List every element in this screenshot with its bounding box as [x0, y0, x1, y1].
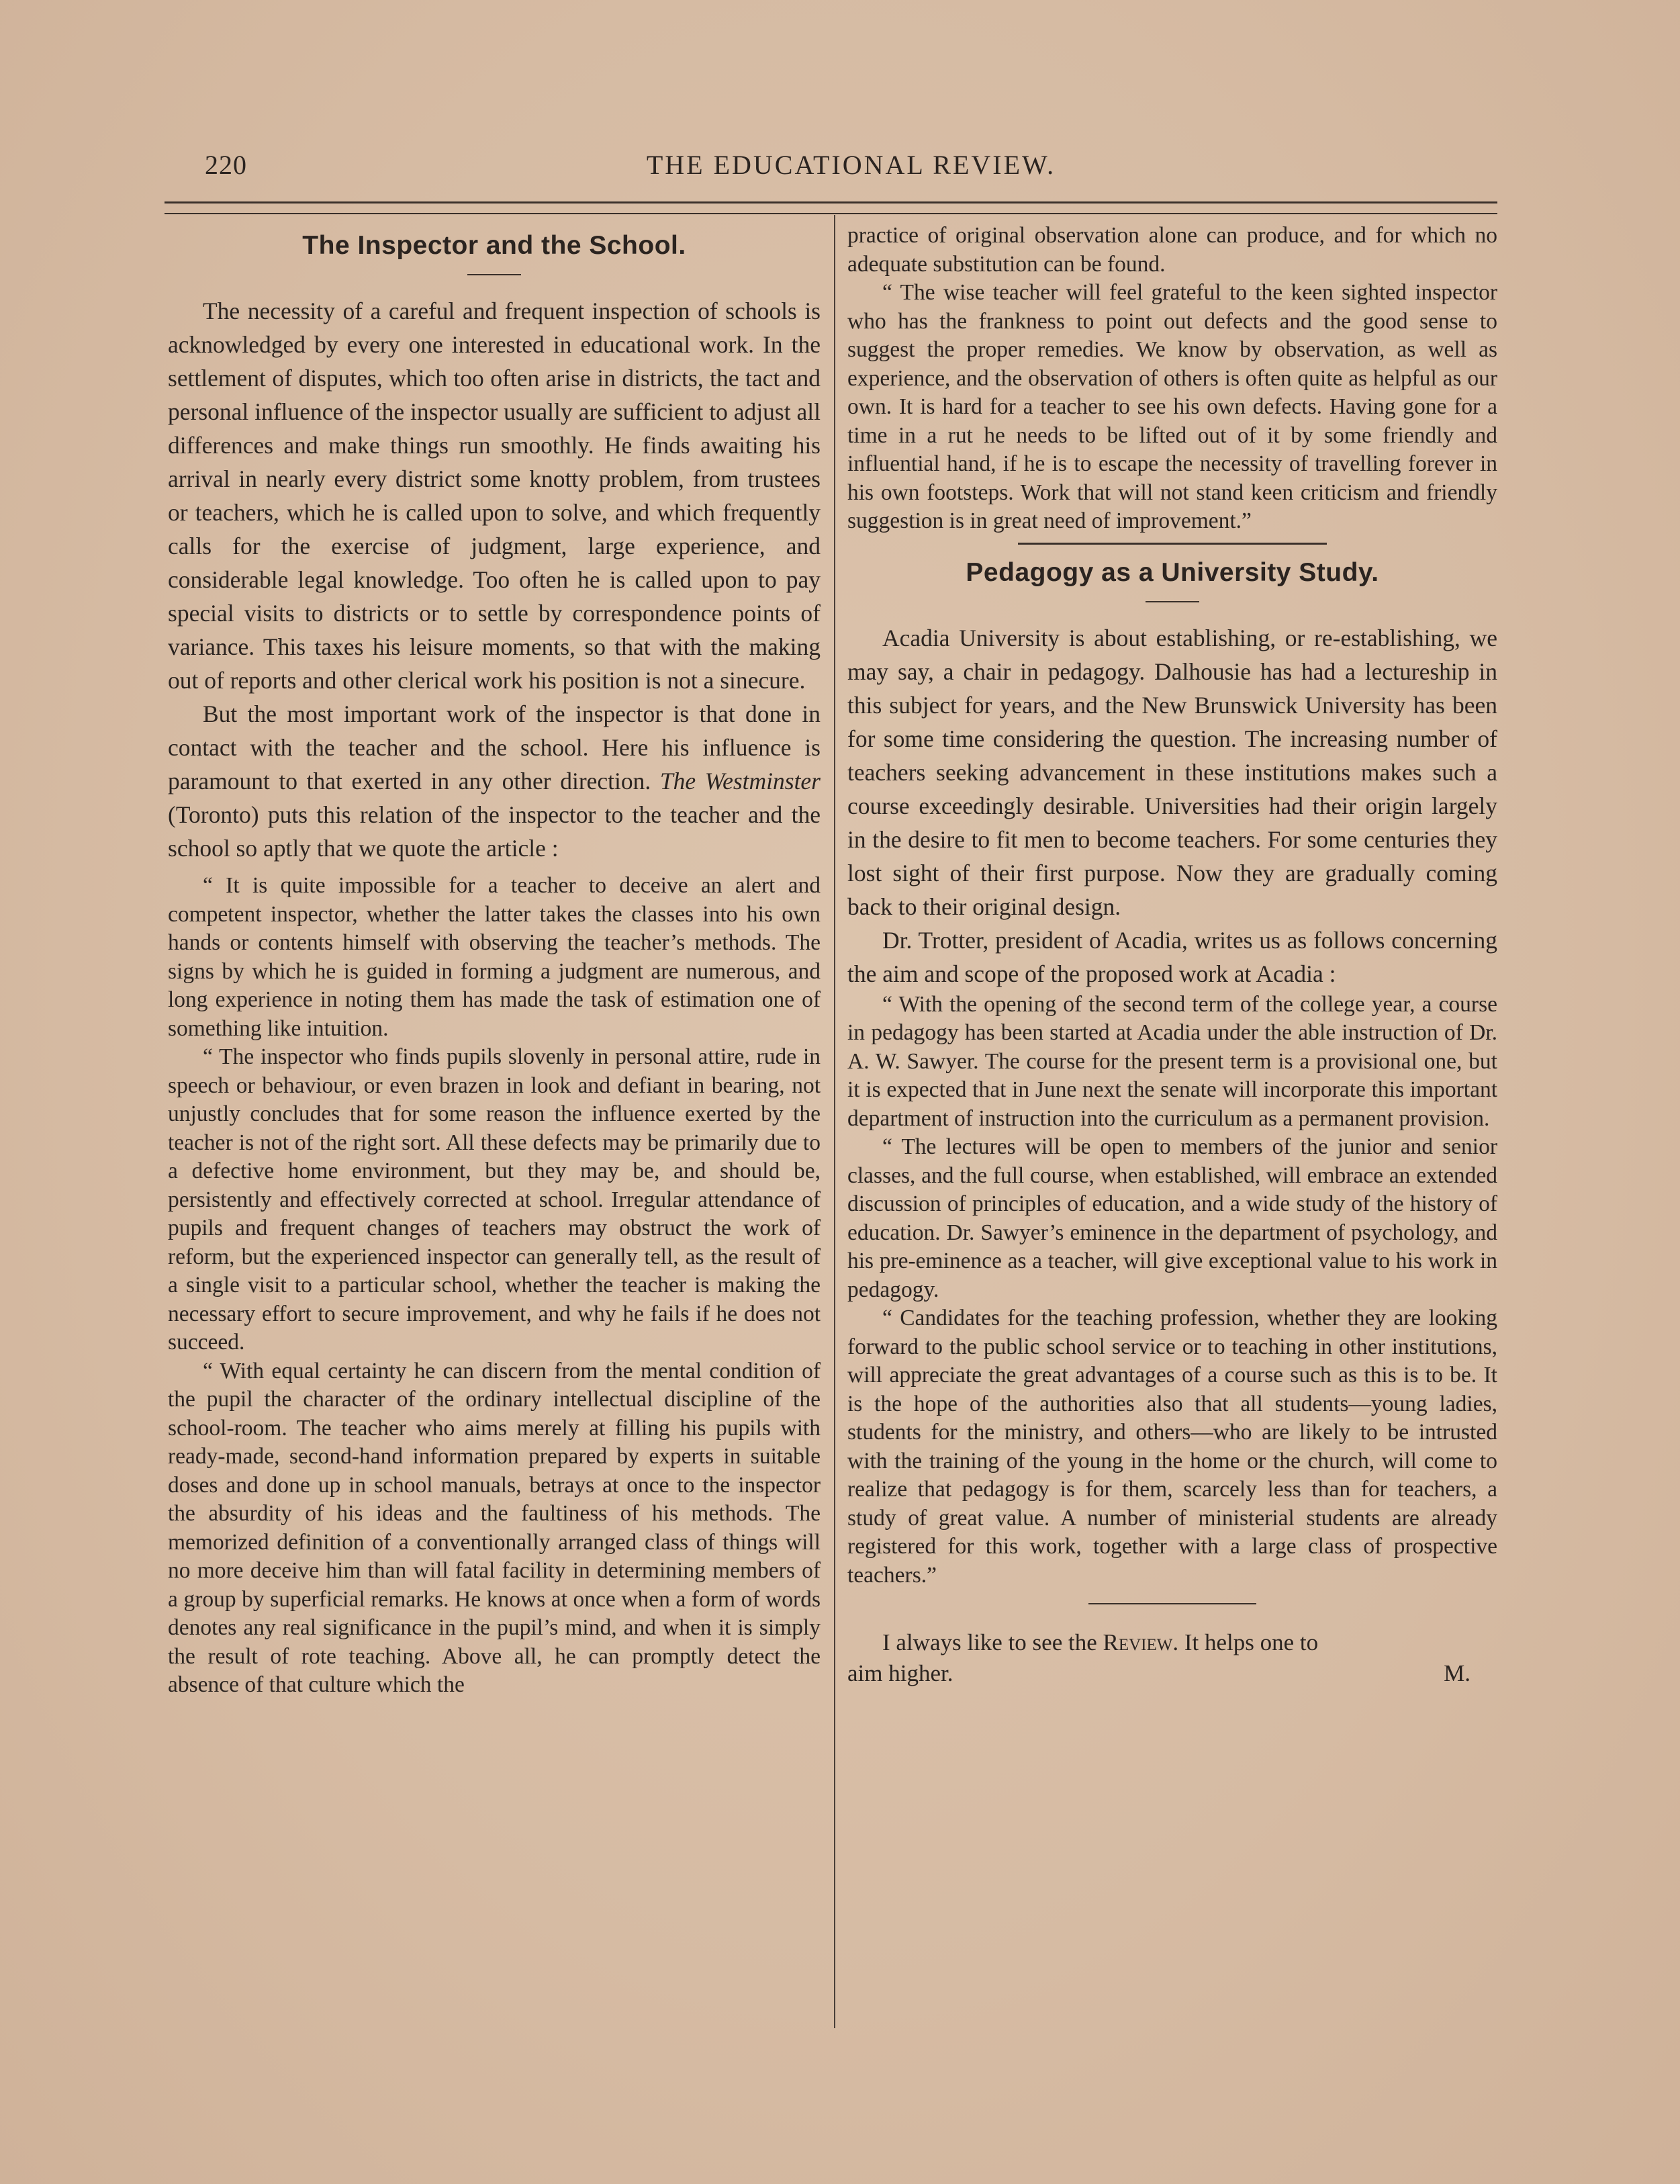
section-separator [1018, 543, 1327, 545]
section-separator [1088, 1603, 1256, 1604]
title-rule [1146, 601, 1199, 602]
title-rule [467, 274, 521, 275]
article-paragraph: Dr. Trotter, president of Acadia, writes us as follows concerning the aim and scope of the proposed work at Acadia : [847, 926, 1497, 987]
header-double-rule [165, 201, 1497, 214]
note-line-2: aim higher. [847, 1660, 953, 1686]
quoted-article [168, 872, 821, 1700]
article-title-inspector: The Inspector and the School. [302, 231, 686, 260]
publication-name: The Westminster [659, 768, 821, 794]
quote-paragraph: practice of original observation alone can produce, and for which no adequate substitution can be found. [847, 223, 1497, 277]
quote-paragraph: “ The inspector who finds pupils slovenly in personal attire, rude in speech or behaviour, or even brazen in look and defiant in bearing, not unjustly concludes that for some reason the influence exerted by the teacher is not of the right sort. All these defects may be primarily due to a defective home environment, but they may be, and should be, persistently and effectively corrected at school. Irregular attendance of pupils and frequent changes of teachers may obstruct the work of reform, but the experienced inspector can generally tell, as the result of a single visit to a particular school, whether the teacher is making the necessary effort to secure improvement, and why he fails if he does not succeed. [168, 1044, 821, 1355]
quote-paragraph: “ It is quite impossible for a teacher to deceive an alert and competent inspector, whether the latter takes the classes into his own hands or contents himself with observing the teacher’s methods. The signs by which he is guided in forming a judgment are numerous, and long experience in noting them has made the task of estimation one of something like intuition. [168, 873, 821, 1041]
page-header [205, 149, 1497, 189]
left-column [168, 222, 821, 1700]
column-divider [834, 215, 835, 2028]
quote-paragraph: “ The lectures will be open to members of the junior and senior classes, and the full course, when established, will embrace an extended discussion of principles of education, and a wide study of the history of education. Dr. Sawyer’s eminence in the department of psychology, and his pre-eminence as a teacher, will give exceptional value to his work in pedagogy. [847, 1134, 1497, 1302]
right-column [847, 222, 1497, 1689]
quote-paragraph: “ The wise teacher will feel grateful to the keen sighted inspector who has the frankness to point out defects and the good sense to suggest the proper remedies. We know by observation, as well as experience, and the observation of others is often quite as helpful as our own. It is hard for a teacher to see his own defects. Having gone for a time in a rut he needs to be lifted out of it by some friendly and influential hand, if he is to escape the necessity of travelling forever in his own footsteps. Work that will not stand keen criticism and friendly suggestion is in great need of improvement.” [847, 280, 1497, 533]
running-title: THE EDUCATIONAL REVIEW. [646, 150, 1056, 180]
quoted-article-continued [847, 222, 1497, 536]
note-line: I always like to see the Review. It helps one to [882, 1629, 1319, 1655]
page-number: 220 [205, 150, 247, 180]
quote-paragraph: “ With the opening of the second term of the college year, a course in pedagogy has been started at Acadia under the able instruction of Dr. A. W. Sawyer. The course for the present term is a provisional one, but it is expected that in June next the senate will incorporate this important department of instruction into the curriculum as a permanent provision. [847, 991, 1497, 1131]
reader-note [847, 1627, 1497, 1689]
article-paragraph: The necessity of a careful and frequent inspection of schools is acknowledged by every one interested in educational work. In the settlement of disputes, which too often arise in districts, the tact and personal influence of the inspector usually are sufficient to adjust all differences and make things run smoothly. He finds awaiting his arrival in nearly every district some knotty problem, from trustees or teachers, which he is called upon to solve, and which frequently calls for the exercise of judgment, large experience, and considerable legal knowledge. Too often he is called upon to pay special visits to districts or to settle by correspondence points of variance. This taxes his leisure moments, so that with the making out of reports and other clerical work his position is not a sinecure. [168, 298, 821, 694]
article-title-pedagogy: Pedagogy as a University Study. [966, 557, 1379, 587]
quote-paragraph: “ Candidates for the teaching profession, whether they are looking forward to the public school service or to teaching in other institutions, will appreciate the great advantages of a course such as this is to be. It is the hope of the authorities also that all students—young ladies, students for the ministry, and others—who are likely to be intrusted with the training of the young in the home or the church, will come to realize that pedagogy is for them, scarcely less than for teachers, a study of great value. A number of ministerial students are already registered for this work, together with a large class of prospective teachers.” [847, 1306, 1497, 1588]
article-paragraph: But the most important work of the inspector is that done in contact with the teacher and the school. Here his influence is paramount to that exerted in any other direction. The Westminster (Toronto) puts this relation of the inspector to the teacher and the school so aptly that we quote the article : [168, 700, 821, 862]
note-signature: M. [1444, 1660, 1471, 1686]
quote-paragraph: “ With equal certainty he can discern from the mental condition of the pupil the character of the ordinary intellectual discipline of the school-room. The teacher who aims merely at filling his pupils with ready-made, second-hand information prepared by experts in suitable doses and done up in school manuals, betrays at once to the inspector the absurdity of his ideas and the faultiness of his methods. The memorized definition of a conventionally arranged class of things will no more deceive him than will fatal facility in determining members of a group by superficial remarks. He knows at once when a form of words denotes any real significance in the pupil’s mind, and when it is simply the result of rote teaching. Above all, he can promptly detect the absence of that culture which the [168, 1358, 821, 1697]
review-word: Review. [1103, 1629, 1179, 1655]
note-signoff [847, 1658, 1497, 1689]
quoted-letter [847, 991, 1497, 1590]
article-paragraph: Acadia University is about establishing, or re-establishing, we may say, a chair in pedagogy. Dalhousie has had a lectureship in this subject for years, and the New Brunswick University has been for some time considering the question. The increasing number of teachers seeking advancement in these institutions makes such a course exceedingly desirable. Universities had their origin largely in the desire to fit men to become teachers. For some centuries they lost sight of their first purpose. Now they are gradually coming back to their original design. [847, 624, 1497, 920]
